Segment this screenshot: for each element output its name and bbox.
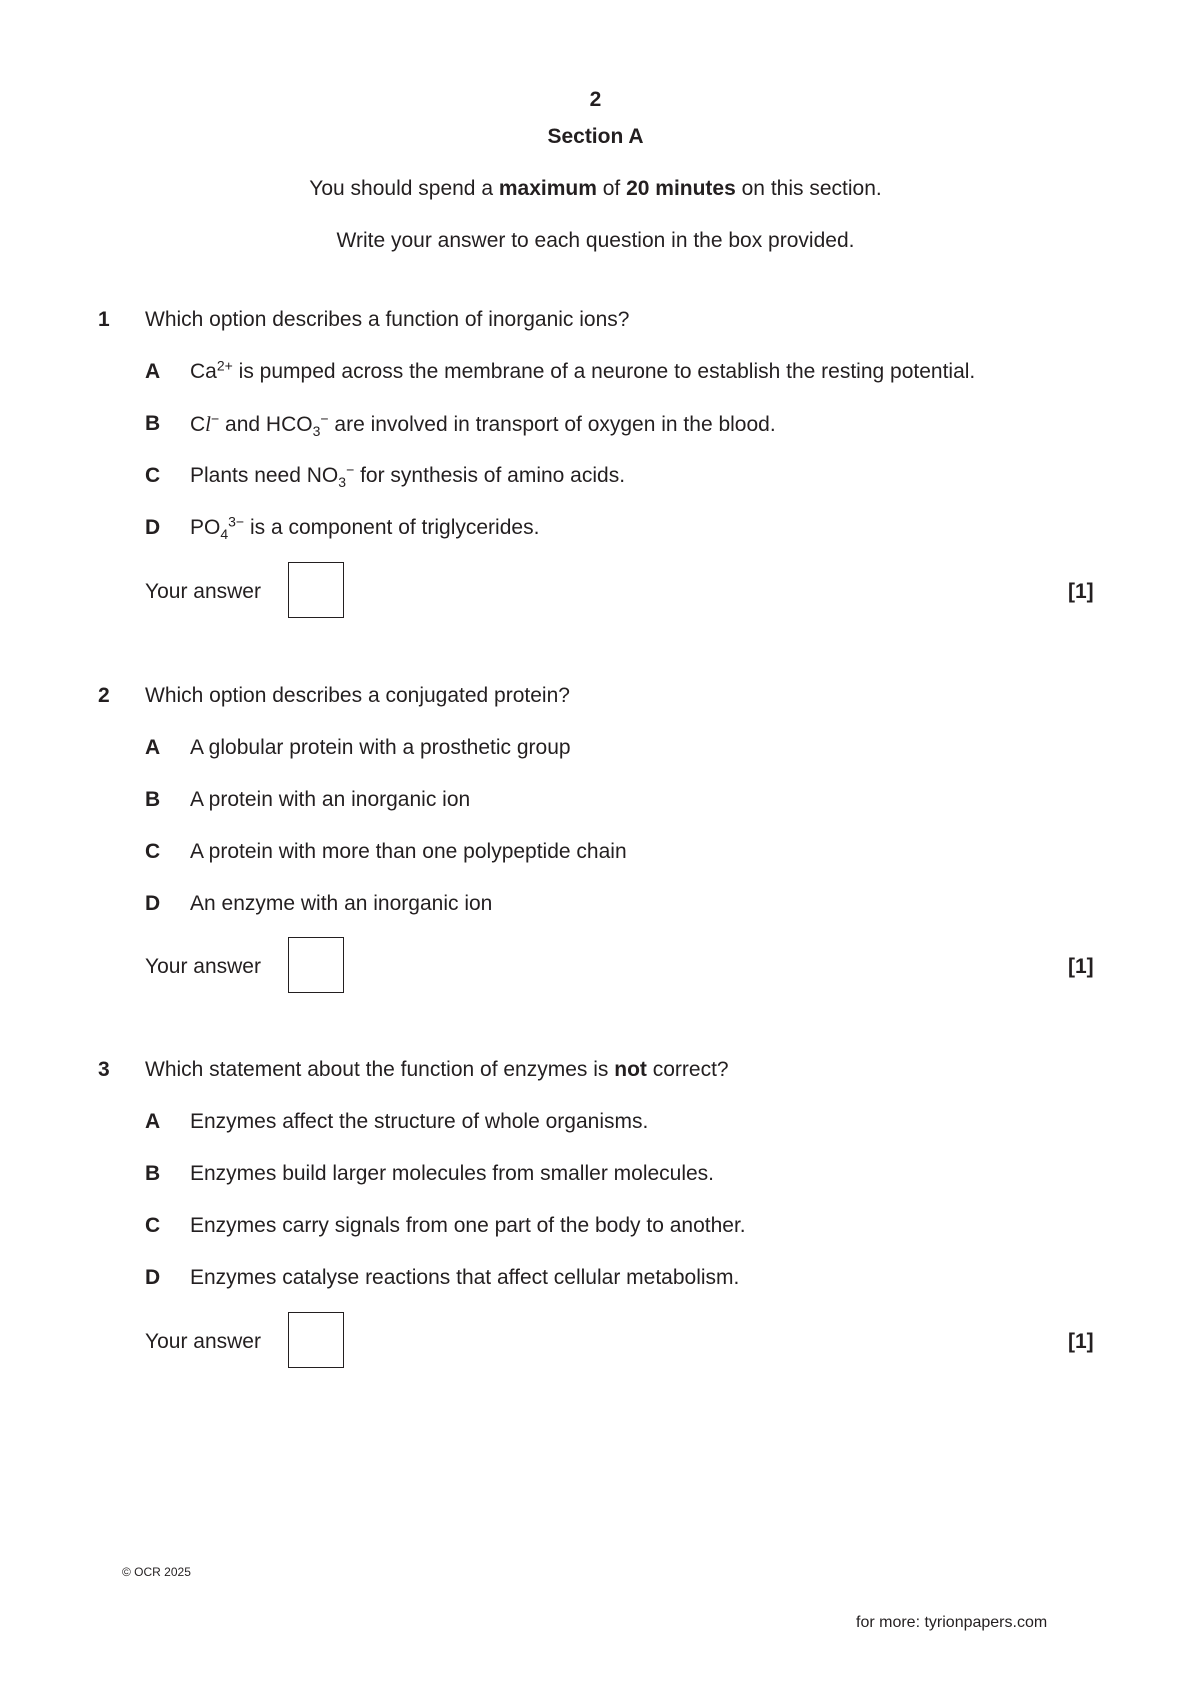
- q2-marks: [1]: [1068, 955, 1094, 978]
- q2-answer-box[interactable]: [288, 937, 344, 993]
- q3-option-b-letter: B: [145, 1162, 161, 1185]
- question-2-number: 2: [98, 684, 110, 707]
- q2-option-d-text: An enzyme with an inorganic ion: [190, 892, 493, 915]
- q2-option-a-text: A globular protein with a prosthetic group: [190, 736, 571, 759]
- q2-option-b-text: A protein with an inorganic ion: [190, 788, 471, 811]
- q3-option-a-letter: A: [145, 1110, 161, 1133]
- q2-answer-label: Your answer: [145, 955, 261, 978]
- q2-option-c-letter: C: [145, 840, 161, 863]
- copyright: © OCR 2025: [122, 1565, 191, 1579]
- q2-option-d-letter: D: [145, 892, 161, 915]
- q3-option-d-letter: D: [145, 1266, 161, 1289]
- q2-option-b-letter: B: [145, 788, 161, 811]
- source-link: for more: tyrionpapers.com: [856, 1614, 1048, 1631]
- q3-marks: [1]: [1068, 1330, 1094, 1353]
- q3-answer-box[interactable]: [288, 1312, 344, 1368]
- q1-answer-label: Your answer: [145, 580, 261, 603]
- q3-answer-label: Your answer: [145, 1330, 261, 1353]
- q2-option-a-letter: A: [145, 736, 161, 759]
- question-1-text: Which option describes a function of inorganic ions?: [145, 308, 630, 331]
- q3-option-d-text: Enzymes catalyse reactions that affect cellular metabolism.: [190, 1266, 740, 1289]
- q3-option-a-text: Enzymes affect the structure of whole organisms.: [190, 1110, 649, 1133]
- q2-option-c-text: A protein with more than one polypeptide chain: [190, 840, 627, 863]
- q1-option-b-text: Cl− and $HCO_3^-$ are involved in transport of oxygen in the blood.: [190, 410, 776, 439]
- q1-option-b-letter: B: [145, 412, 161, 435]
- q1-answer-box[interactable]: [288, 562, 344, 618]
- answer-instruction: Write your answer to each question in the box provided.: [336, 229, 855, 252]
- q1-option-a-text: $Ca^{2+}$ is pumped across the membrane of a neurone to establish the resting potential.: [190, 357, 976, 383]
- section-title: Section A: [547, 125, 644, 148]
- q3-option-c-letter: C: [145, 1214, 161, 1237]
- time-instruction: You should spend a maximum of 20 minutes on this section.: [309, 177, 882, 200]
- q3-option-c-text: Enzymes carry signals from one part of the body to another.: [190, 1214, 746, 1237]
- q1-marks: [1]: [1068, 580, 1094, 603]
- q1-option-d-letter: D: [145, 516, 161, 539]
- question-1-number: 1: [98, 308, 110, 331]
- q1-option-c-text: Plants need $NO_3^-$ for synthesis of amino acids.: [190, 461, 626, 490]
- q3-option-b-text: Enzymes build larger molecules from smaller molecules.: [190, 1162, 715, 1185]
- question-3-number: 3: [98, 1058, 110, 1081]
- q1-option-d-text: $PO_4^{3-}$ is a component of triglycerides.: [190, 513, 540, 542]
- q1-option-a-letter: A: [145, 360, 161, 383]
- question-2-text: Which option describes a conjugated protein?: [145, 684, 570, 707]
- q1-option-c-letter: C: [145, 464, 161, 487]
- page-number: 2: [589, 88, 602, 111]
- question-3-text: Which statement about the function of enzymes is not correct?: [145, 1058, 729, 1081]
